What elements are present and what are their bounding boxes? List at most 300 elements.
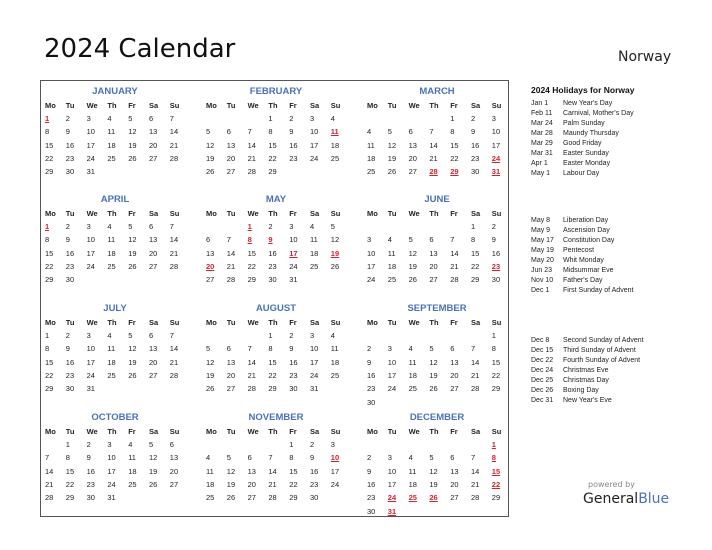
- day: 19: [128, 140, 137, 150]
- day: 25: [367, 167, 376, 177]
- day: 3: [387, 453, 392, 463]
- day: 6: [226, 127, 231, 137]
- day: 3: [367, 235, 372, 245]
- weekday-label: Sa: [310, 101, 320, 110]
- day: 29: [268, 384, 277, 394]
- powered-by-text: powered by: [588, 480, 635, 489]
- day: 2: [65, 114, 70, 123]
- day: 15: [268, 357, 277, 367]
- day: 25: [330, 370, 340, 380]
- day: 4: [128, 440, 133, 449]
- day: 24: [330, 479, 340, 489]
- day: 10: [107, 453, 116, 463]
- weekday-label: Th: [429, 318, 439, 327]
- day: 9: [65, 235, 70, 245]
- day: 18: [408, 479, 417, 489]
- weekday-label: Tu: [387, 209, 397, 218]
- day: 12: [429, 466, 438, 476]
- holiday-entry: [531, 276, 602, 286]
- day: 1: [491, 331, 496, 340]
- day: 16: [289, 140, 298, 150]
- day: 10: [86, 344, 95, 354]
- holiday-entry: [531, 356, 640, 366]
- day: 21: [450, 261, 459, 271]
- holiday-day: 19: [330, 248, 340, 258]
- holiday-date: Dec 26: [531, 387, 554, 394]
- day: 17: [387, 479, 397, 489]
- weekday-label: Th: [268, 318, 278, 327]
- weekday-label: Su: [330, 427, 341, 436]
- weekday-label: Fr: [450, 101, 458, 110]
- day: 12: [429, 357, 438, 367]
- holiday-day: 1: [45, 222, 50, 231]
- day: 18: [107, 248, 116, 258]
- day: 10: [367, 248, 376, 258]
- day: 22: [45, 153, 54, 163]
- day: 14: [247, 357, 256, 367]
- day: 25: [330, 153, 340, 163]
- day: 21: [471, 479, 480, 489]
- day: 7: [169, 222, 174, 231]
- day: 2: [65, 331, 70, 340]
- day: 2: [471, 114, 476, 123]
- day: 28: [169, 153, 179, 163]
- holiday-entry: [531, 139, 602, 149]
- day: 28: [471, 493, 480, 503]
- day: 29: [471, 275, 480, 285]
- holiday-entry: [531, 256, 604, 266]
- holiday-entry: [531, 236, 614, 246]
- day: 22: [45, 261, 54, 271]
- holiday-entry: [531, 159, 610, 169]
- day: 29: [247, 275, 256, 285]
- day: 27: [149, 370, 158, 380]
- day: 24: [387, 384, 397, 394]
- day: 23: [367, 493, 376, 503]
- day: 1: [65, 440, 70, 449]
- day: 15: [45, 248, 54, 258]
- day: 6: [206, 235, 211, 245]
- holiday-name: Second Sunday of Advent: [563, 337, 644, 344]
- day: 20: [149, 357, 158, 367]
- day: 20: [169, 466, 179, 476]
- day: 3: [310, 114, 315, 123]
- month-name: JANUARY: [92, 86, 138, 97]
- weekday-label: Su: [169, 427, 180, 436]
- day: 10: [86, 127, 95, 137]
- day: 26: [387, 167, 397, 177]
- day: 20: [450, 370, 459, 380]
- day: 24: [107, 479, 116, 489]
- day: 27: [226, 167, 236, 177]
- day: 28: [450, 275, 459, 285]
- weekday-label: Tu: [387, 318, 397, 327]
- holiday-date: Dec 25: [531, 377, 554, 384]
- holiday-name: Christmas Eve: [563, 367, 609, 374]
- day: 19: [206, 370, 215, 380]
- day: 7: [247, 127, 252, 137]
- holiday-date: Dec 8: [531, 337, 550, 344]
- holiday-date: May 9: [531, 227, 551, 234]
- weekday-label: Mo: [367, 318, 378, 327]
- weekday-label: We: [86, 209, 98, 218]
- day: 2: [289, 331, 294, 340]
- day: 30: [65, 275, 75, 285]
- day: 27: [429, 275, 438, 285]
- month-name: FEBRUARY: [249, 86, 303, 97]
- day: 14: [45, 466, 54, 476]
- day: 5: [330, 222, 335, 231]
- day: 13: [149, 235, 158, 245]
- holiday-day: 24: [491, 153, 501, 163]
- day: 1: [45, 331, 50, 340]
- weekday-label: Mo: [45, 101, 56, 110]
- day: 5: [206, 344, 211, 354]
- weekday-label: Sa: [471, 101, 481, 110]
- holiday-date: Feb 11: [531, 110, 553, 117]
- holiday-name: Easter Monday: [563, 160, 611, 167]
- day: 18: [367, 153, 376, 163]
- holiday-entry: [531, 169, 599, 179]
- day: 27: [206, 275, 215, 285]
- day: 25: [310, 261, 319, 271]
- holiday-day: 20: [206, 261, 215, 271]
- day: 24: [86, 370, 95, 380]
- holiday-day: 1: [491, 440, 496, 449]
- day: 16: [65, 357, 75, 367]
- holiday-entry: [531, 119, 605, 129]
- day: 4: [206, 453, 211, 463]
- weekday-label: Su: [330, 209, 341, 218]
- day: 4: [408, 344, 413, 354]
- day: 7: [450, 235, 455, 245]
- weekday-label: Mo: [206, 318, 217, 327]
- day: 12: [149, 453, 158, 463]
- day: 26: [206, 384, 215, 394]
- day: 29: [45, 384, 54, 394]
- holiday-day: 26: [429, 493, 438, 503]
- holiday-name: Whit Monday: [563, 257, 604, 264]
- day: 6: [149, 222, 154, 231]
- day: 16: [491, 248, 501, 258]
- weekday-label: Fr: [450, 209, 458, 218]
- holiday-entry: [531, 366, 609, 376]
- day: 10: [289, 235, 298, 245]
- day: 18: [128, 466, 137, 476]
- month-name: AUGUST: [255, 303, 297, 314]
- day: 7: [45, 453, 50, 463]
- country-label: Norway: [618, 49, 672, 65]
- day: 2: [268, 222, 273, 231]
- day: 23: [65, 261, 75, 271]
- day: 5: [408, 235, 413, 245]
- holiday-date: May 20: [531, 257, 554, 264]
- day: 24: [310, 370, 319, 380]
- holiday-day: 29: [450, 167, 459, 177]
- day: 29: [45, 275, 54, 285]
- weekday-label: We: [247, 427, 259, 436]
- day: 22: [65, 479, 75, 489]
- month-name: NOVEMBER: [248, 412, 304, 423]
- holiday-entry: [531, 216, 608, 226]
- day: 13: [226, 140, 236, 150]
- day: 20: [408, 153, 417, 163]
- day: 26: [206, 167, 215, 177]
- weekday-label: Sa: [310, 318, 320, 327]
- day: 22: [45, 370, 54, 380]
- day: 4: [408, 453, 413, 463]
- day: 4: [107, 114, 112, 123]
- day: 9: [289, 344, 294, 354]
- weekday-label: Mo: [367, 427, 378, 436]
- weekday-label: Th: [107, 101, 117, 110]
- weekday-label: Sa: [310, 209, 320, 218]
- day: 25: [128, 479, 137, 489]
- holiday-day: 31: [387, 506, 397, 516]
- weekday-label: Th: [429, 427, 439, 436]
- day: 8: [268, 344, 273, 354]
- holiday-entry: [531, 386, 599, 396]
- day: 6: [247, 453, 252, 463]
- day: 14: [169, 127, 179, 137]
- day: 26: [128, 370, 137, 380]
- day: 28: [247, 384, 256, 394]
- day: 2: [65, 222, 70, 231]
- weekday-label: Th: [429, 101, 439, 110]
- day: 23: [268, 261, 277, 271]
- day: 28: [471, 384, 480, 394]
- day: 21: [268, 479, 277, 489]
- day: 23: [65, 153, 75, 163]
- day: 24: [367, 275, 376, 285]
- day: 24: [86, 261, 95, 271]
- day: 11: [408, 466, 417, 476]
- day: 9: [491, 235, 496, 245]
- day: 13: [429, 248, 438, 258]
- weekday-label: Su: [169, 318, 180, 327]
- holiday-date: Apr 1: [531, 160, 548, 167]
- holiday-date: Mar 28: [531, 130, 553, 137]
- day: 16: [310, 466, 319, 476]
- holiday-date: Jun 23: [531, 267, 553, 274]
- day: 18: [206, 479, 215, 489]
- holiday-name: Christmas Day: [563, 377, 609, 384]
- weekday-label: Su: [491, 101, 502, 110]
- day: 17: [330, 466, 340, 476]
- page-title: 2024 Calendar: [44, 34, 236, 64]
- day: 30: [367, 506, 376, 516]
- day: 8: [471, 235, 476, 245]
- day: 3: [289, 222, 294, 231]
- day: 15: [471, 248, 480, 258]
- day: 12: [206, 140, 215, 150]
- weekday-label: We: [247, 318, 259, 327]
- day: 12: [128, 127, 137, 137]
- holiday-entry: [531, 336, 644, 346]
- day: 8: [450, 127, 455, 137]
- holiday-date: Dec 31: [531, 397, 554, 404]
- day: 30: [65, 384, 75, 394]
- day: 14: [169, 235, 179, 245]
- day: 9: [367, 357, 372, 367]
- day: 16: [367, 370, 376, 380]
- day: 5: [387, 127, 392, 137]
- day: 19: [387, 153, 397, 163]
- day: 28: [45, 493, 54, 503]
- day: 21: [45, 479, 54, 489]
- day: 16: [86, 466, 95, 476]
- holiday-date: Dec 15: [531, 347, 554, 354]
- day: 17: [310, 140, 319, 150]
- day: 21: [247, 153, 256, 163]
- holiday-date: Nov 10: [531, 277, 554, 284]
- day: 14: [471, 357, 480, 367]
- day: 27: [149, 153, 158, 163]
- day: 20: [247, 479, 256, 489]
- holiday-day: 24: [387, 493, 397, 503]
- day: 8: [45, 344, 50, 354]
- weekday-label: Mo: [206, 427, 217, 436]
- day: 29: [268, 167, 277, 177]
- day: 25: [408, 384, 417, 394]
- day: 11: [330, 344, 339, 354]
- holiday-name: Ascension Day: [563, 227, 610, 234]
- day: 26: [330, 261, 340, 271]
- weekday-label: Sa: [471, 209, 481, 218]
- day: 23: [310, 479, 319, 489]
- weekday-label: Mo: [45, 209, 56, 218]
- weekday-label: Su: [330, 318, 341, 327]
- day: 10: [310, 344, 319, 354]
- month-name: JULY: [103, 303, 127, 314]
- day: 12: [206, 357, 215, 367]
- day: 21: [226, 261, 236, 271]
- weekday-label: Th: [429, 209, 439, 218]
- month-name: MARCH: [419, 86, 455, 97]
- holiday-name: Liberation Day: [563, 217, 609, 224]
- day: 9: [65, 127, 70, 137]
- day: 22: [289, 479, 298, 489]
- weekday-label: Fr: [128, 318, 136, 327]
- day: 25: [107, 370, 116, 380]
- day: 20: [226, 370, 236, 380]
- day: 23: [289, 153, 298, 163]
- day: 15: [289, 466, 298, 476]
- day: 28: [247, 167, 256, 177]
- day: 21: [169, 140, 179, 150]
- day: 3: [387, 344, 392, 354]
- day: 14: [471, 466, 480, 476]
- day: 6: [408, 127, 413, 137]
- day: 7: [429, 127, 434, 137]
- weekday-label: Tu: [65, 101, 75, 110]
- holiday-name: New Year's Eve: [563, 397, 612, 404]
- day: 7: [226, 235, 231, 245]
- holiday-name: New Year's Day: [563, 100, 613, 107]
- day: 13: [408, 140, 417, 150]
- day: 21: [169, 248, 179, 258]
- weekday-label: Tu: [387, 427, 397, 436]
- weekday-label: Fr: [450, 318, 458, 327]
- weekday-label: Tu: [387, 101, 397, 110]
- holiday-day: 10: [330, 453, 340, 463]
- day: 2: [289, 114, 294, 123]
- day: 22: [247, 261, 256, 271]
- holiday-name: Carnival, Mother's Day: [563, 110, 634, 117]
- day: 13: [169, 453, 179, 463]
- holiday-date: Dec 1: [531, 287, 550, 294]
- weekday-label: Tu: [226, 318, 236, 327]
- holiday-entry: [531, 109, 634, 119]
- day: 19: [226, 479, 236, 489]
- day: 1: [268, 331, 273, 340]
- day: 17: [86, 248, 95, 258]
- holiday-name: Labour Day: [563, 170, 600, 177]
- day: 7: [247, 344, 252, 354]
- day: 11: [310, 235, 318, 245]
- weekday-label: Th: [107, 318, 117, 327]
- month-name: OCTOBER: [91, 412, 139, 423]
- day: 21: [247, 370, 256, 380]
- day: 2: [310, 440, 315, 449]
- weekday-label: Tu: [226, 101, 236, 110]
- weekday-label: Tu: [226, 427, 236, 436]
- month-name: SEPTEMBER: [407, 303, 467, 314]
- brand-logo[interactable]: [583, 491, 669, 507]
- day: 15: [65, 466, 75, 476]
- day: 22: [268, 153, 277, 163]
- day: 30: [86, 493, 95, 503]
- weekday-label: Sa: [149, 101, 159, 110]
- day: 17: [107, 466, 116, 476]
- day: 24: [86, 153, 95, 163]
- weekday-label: Su: [169, 101, 180, 110]
- day: 11: [367, 140, 375, 150]
- day: 7: [169, 331, 174, 340]
- day: 31: [107, 493, 116, 503]
- holiday-day: 22: [491, 479, 501, 489]
- day: 15: [268, 140, 277, 150]
- holiday-entry: [531, 226, 610, 236]
- day: 12: [330, 235, 340, 245]
- holiday-day: 9: [268, 235, 273, 245]
- day: 12: [128, 344, 137, 354]
- day: 27: [450, 384, 459, 394]
- day: 29: [65, 493, 75, 503]
- holiday-date: Mar 24: [531, 120, 553, 127]
- weekday-label: Fr: [450, 427, 458, 436]
- holiday-name: First Sunday of Advent: [563, 287, 634, 294]
- holiday-day: 25: [408, 493, 417, 503]
- day: 16: [367, 479, 376, 489]
- weekday-label: Fr: [128, 427, 136, 436]
- weekday-label: Th: [268, 427, 278, 436]
- day: 12: [408, 248, 417, 258]
- weekday-label: Tu: [65, 209, 75, 218]
- day: 12: [387, 140, 397, 150]
- day: 25: [206, 493, 215, 503]
- holiday-date: May 19: [531, 247, 554, 254]
- day: 16: [65, 248, 75, 258]
- day: 30: [471, 167, 480, 177]
- day: 11: [387, 248, 396, 258]
- day: 7: [471, 344, 476, 354]
- day: 3: [310, 331, 315, 340]
- holiday-name: Palm Sunday: [563, 120, 605, 127]
- holiday-name: Easter Sunday: [563, 150, 609, 157]
- weekday-label: Mo: [206, 209, 217, 218]
- weekday-label: Fr: [289, 101, 297, 110]
